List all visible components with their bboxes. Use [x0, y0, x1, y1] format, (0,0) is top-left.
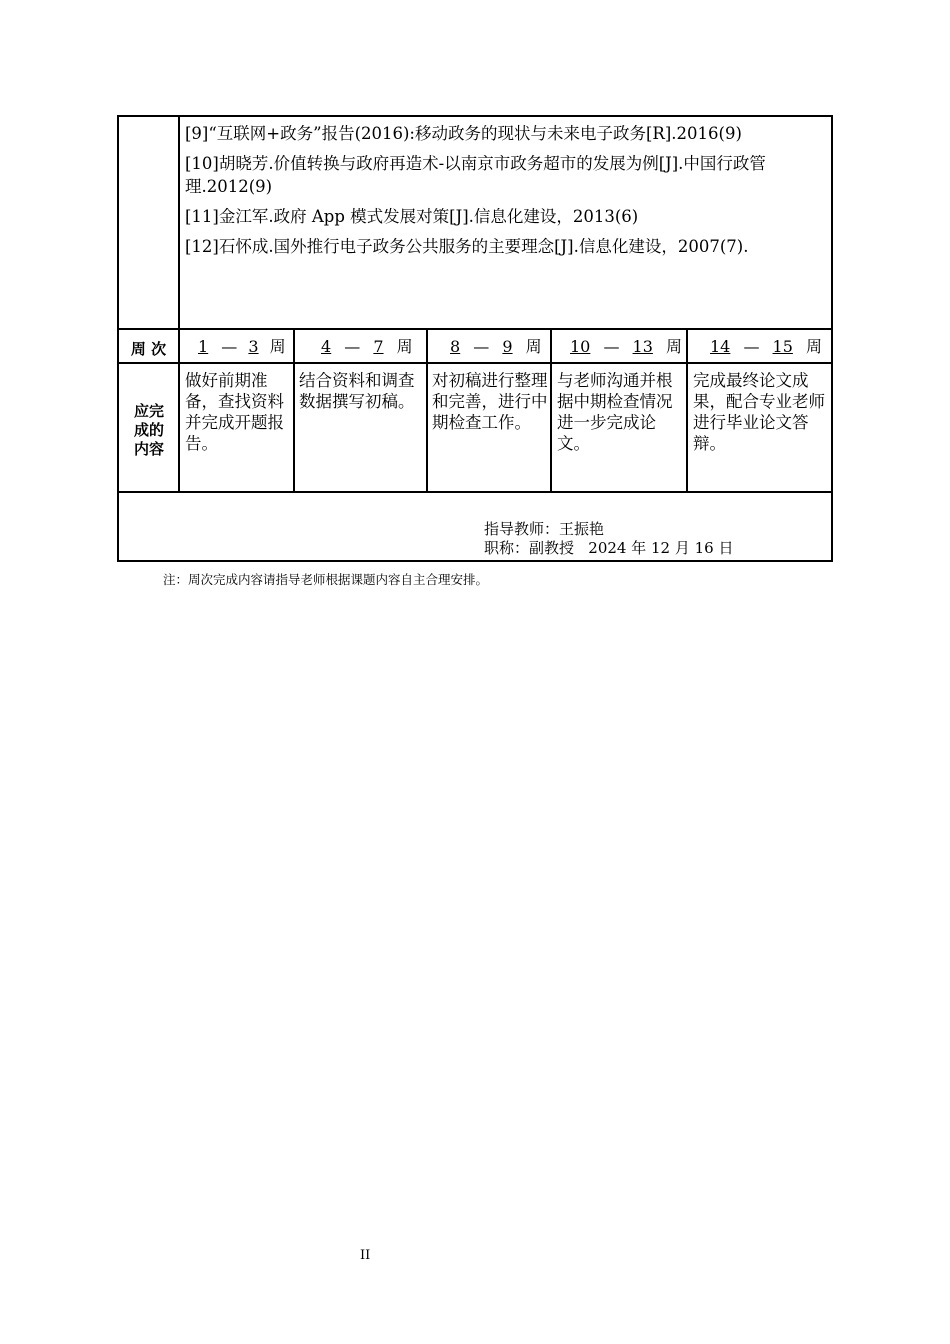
- reference-item: [10]胡晓芳.价值转换与政府再造术-以南京市政务超市的发展为例[J].中国行政管理.2012(9): [185, 154, 766, 196]
- column-divider: [426, 328, 428, 492]
- period-task: 对初稿进行整理和完善，进行中期检查工作。: [432, 371, 548, 432]
- period-task: 完成最终论文成果，配合专业老师进行毕业论文答辩。: [693, 371, 825, 453]
- week-range: 14 — 15 周: [710, 337, 823, 356]
- reference-item: [9]“互联网+政务”报告(2016):移动政务的现状与未来电子政务[R].2016(9): [185, 124, 742, 143]
- week-row-label: 周 次: [130, 340, 167, 358]
- reference-item: [12]石怀成.国外推行电子政务公共服务的主要理念[J].信息化建设，2007(7).: [185, 237, 749, 256]
- week-range: 1 — 3 周: [198, 337, 286, 356]
- period-task: 与老师沟通并根据中期检查情况进一步完成论文。: [557, 371, 673, 453]
- advisor-name: 指导教师：王振艳: [484, 520, 605, 538]
- reference-list: [185, 122, 830, 265]
- week-range: 4 — 7 周: [321, 337, 413, 356]
- advisor-title-date: 职称：副教授 2024 年 12 月 16 日: [484, 539, 734, 557]
- column-divider: [178, 115, 180, 492]
- week-range: 10 — 13 周: [570, 337, 683, 356]
- week-range: 8 — 9 周: [450, 337, 542, 356]
- period-task: 结合资料和调查数据撰写初稿。: [299, 371, 415, 411]
- page-number: II: [360, 1248, 371, 1263]
- column-divider: [293, 328, 295, 492]
- column-divider: [686, 328, 688, 492]
- content-row-label: 应完成的内容: [133, 402, 164, 458]
- footnote: 注：周次完成内容请指导老师根据课题内容自主合理安排。: [163, 572, 489, 587]
- row-divider: [117, 328, 833, 330]
- column-divider: [550, 328, 552, 492]
- reference-item: [11]金江军.政府 App 模式发展对策[J].信息化建设，2013(6): [185, 207, 639, 226]
- row-divider: [117, 491, 833, 493]
- row-divider: [117, 362, 833, 364]
- period-task: 做好前期准备，查找资料并完成开题报告。: [185, 371, 284, 453]
